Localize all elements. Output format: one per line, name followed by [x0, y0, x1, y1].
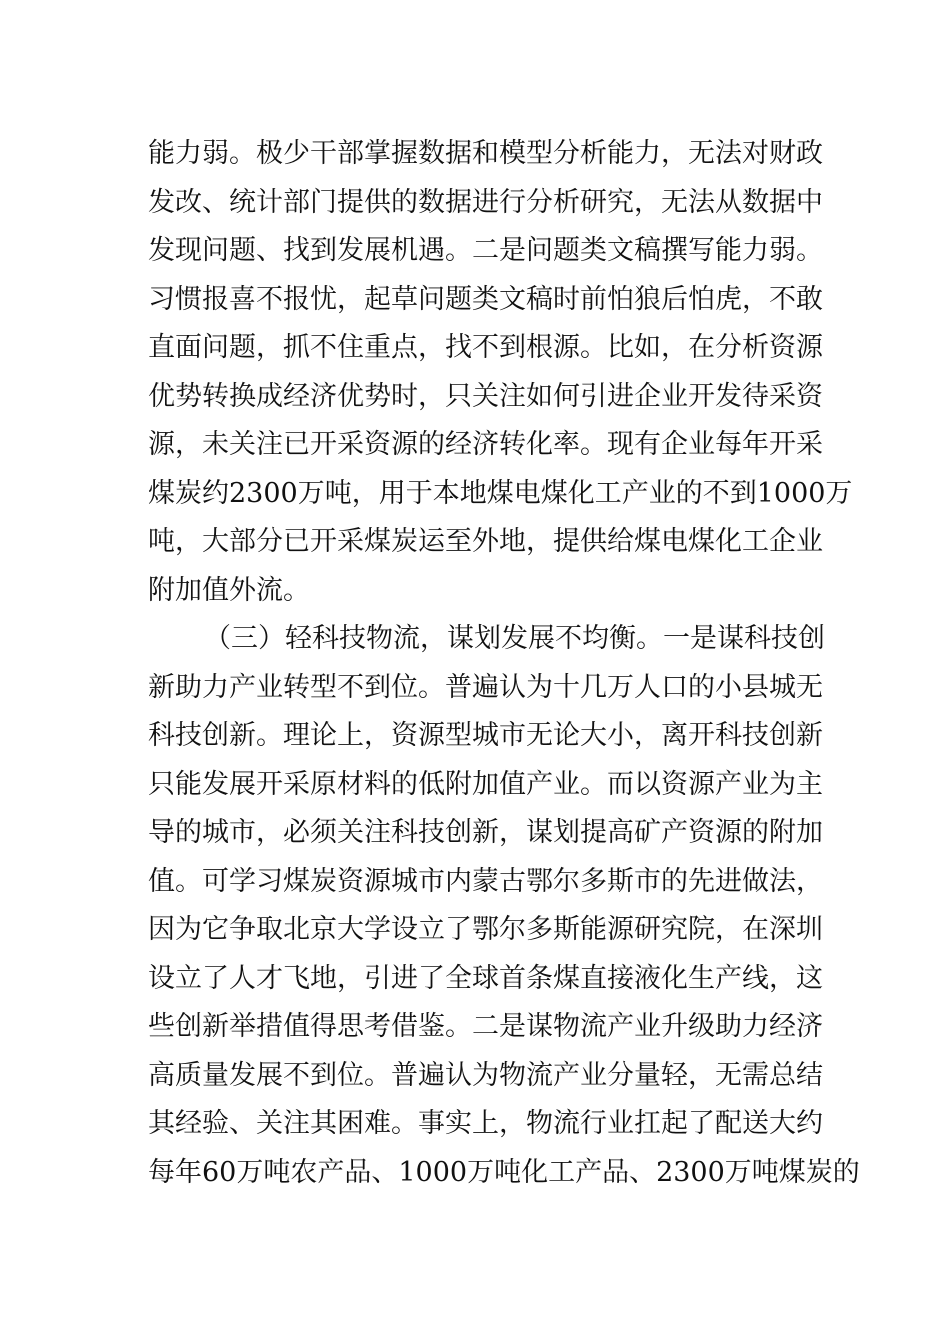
text-line: 源，未关注已开采资源的经济转化率。现有企业每年开采 [148, 429, 823, 460]
text-line: 每年60万吨农产品、1000万吨化工产品、2300万吨煤炭的 [148, 1156, 860, 1188]
text-line: 习惯报喜不报忧，起草问题类文稿时前怕狼后怕虎，不敢 [148, 283, 823, 315]
text-line: 只能发展开采原材料的低附加值产业。而以资源产业为主 [148, 768, 823, 800]
text-line: 其经验、关注其困难。事实上，物流行业扛起了配送大约 [148, 1108, 823, 1139]
text-line: 新助力产业转型不到位。普遍认为十几万人口的小县城无 [148, 671, 823, 703]
document-body [148, 130, 860, 1197]
text-line: 优势转换成经济优势时，只关注如何引进企业开发待采资 [148, 380, 823, 412]
text-line: 附加值外流。 [148, 574, 310, 606]
section-heading-line: （三）轻科技物流，谋划发展不均衡。一是谋科技创 [204, 623, 825, 654]
text-line: 些创新举措值得思考借鉴。二是谋物流产业升级助力经济 [148, 1011, 823, 1042]
text-line: 煤炭约2300万吨，用于本地煤电煤化工产业的不到1000万 [148, 477, 853, 509]
text-line: 发改、统计部门提供的数据进行分析研究，无法从数据中 [148, 186, 823, 218]
text-line: 直面问题，抓不住重点，找不到根源。比如，在分析资源 [148, 332, 823, 363]
text-line: 值。可学习煤炭资源城市内蒙古鄂尔多斯市的先进做法， [148, 865, 823, 897]
text-line: 设立了人才飞地，引进了全球首条煤直接液化生产线，这 [148, 962, 823, 994]
text-line: 发现问题、找到发展机遇。二是问题类文稿撰写能力弱。 [148, 235, 823, 266]
text-line: 导的城市，必须关注科技创新，谋划提高矿产资源的附加 [148, 817, 823, 848]
text-line: 科技创新。理论上，资源型城市无论大小，离开科技创新 [148, 720, 823, 751]
text-line: 能力弱。极少干部掌握数据和模型分析能力，无法对财政 [148, 138, 823, 169]
text-line: 因为它争取北京大学设立了鄂尔多斯能源研究院，在深圳 [148, 914, 823, 945]
text-line: 高质量发展不到位。普遍认为物流产业分量轻，无需总结 [148, 1059, 823, 1091]
text-line: 吨，大部分已开采煤炭运至外地，提供给煤电煤化工企业 [148, 526, 823, 557]
